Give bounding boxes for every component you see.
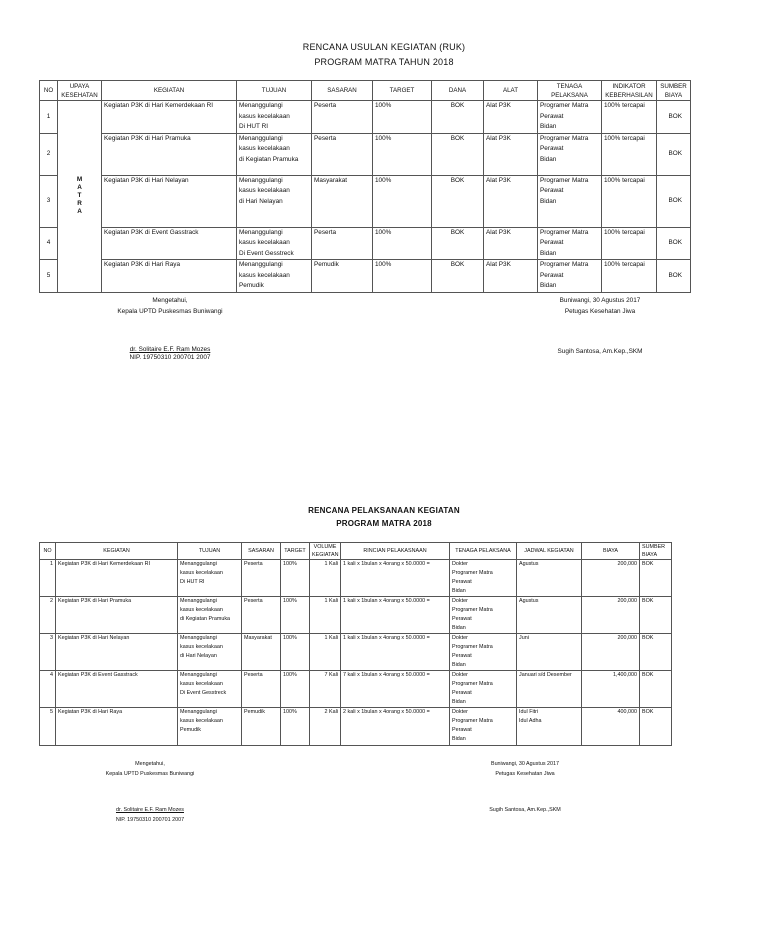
ruk-cell-target: 100%	[373, 227, 432, 260]
ruk-sign-right-name: Sugih Santosa, Am.Kep.,SKM	[557, 348, 643, 355]
ruk-cell-alat: Alat P3K	[484, 260, 538, 293]
ruk-cell-sasaran: Peserta	[312, 227, 373, 260]
ruk-cell-kegiatan: Kegiatan P3K di Event Gasstrack	[102, 227, 237, 260]
ruk-sign-left	[100, 295, 240, 317]
rpk-cell-sasaran: Peserta	[242, 560, 281, 597]
rpk-cell-tujuan: Menanggulangi kasus kecelakaan Di HUT RI	[178, 560, 242, 597]
rpk-sign-right-line1: Buniwangi, 30 Agustus 2017	[490, 761, 560, 767]
ruk-cell-dana: BOK	[432, 133, 484, 175]
ruk-title: RENCANA USULAN KEGIATAN (RUK)	[302, 42, 466, 52]
ruk-header-target: TARGET	[373, 81, 432, 101]
table-row	[40, 560, 672, 597]
ruk-header-sasaran: SASARAN	[312, 81, 373, 101]
rpk-cell-volume: 1 Kali	[310, 597, 341, 634]
rpk-sign-left-nip: NIP. 19750310 200701 2007	[115, 816, 185, 823]
rpk-header-volume: VOLUME KEGIATAN	[310, 543, 341, 560]
ruk-cell-tenaga: Programer Matra Perawat Bidan	[538, 101, 602, 134]
ruk-sign-left-name: dr. Solitaire E.F. Ram Mozes	[129, 346, 211, 353]
ruk-cell-no: 2	[40, 133, 58, 175]
ruk-header-kegiatan: KEGIATAN	[102, 81, 237, 101]
rpk-cell-volume: 1 Kali	[310, 560, 341, 597]
ruk-cell-tujuan: Menanggulangi kasus kecelakaan di Kegiatan Pramuka	[237, 133, 312, 175]
ruk-sign-left-nip: NIP. 19750310 200701 2007	[129, 354, 211, 361]
ruk-header-tenaga: TENAGA PELAKSANA	[538, 81, 602, 101]
ruk-cell-indikator: 100% tercapai	[602, 101, 657, 134]
rpk-cell-tenaga: Dokter Programer Matra Perawat Bidan	[450, 560, 517, 597]
rpk-header-target: TARGET	[281, 543, 310, 560]
rpk-cell-kegiatan: Kegiatan P3K di Hari Nelayan	[56, 634, 178, 671]
table-row	[40, 634, 672, 671]
ruk-cell-no: 3	[40, 175, 58, 227]
rpk-cell-sumber: BOK	[640, 597, 672, 634]
rpk-sign-left-line2: Kepala UPTD Puskesmas Buniwangi	[105, 770, 195, 777]
rpk-cell-sumber: BOK	[640, 634, 672, 671]
rpk-cell-rincian: 1 kali x 1bulan x 4orang x 50.0000 =	[341, 597, 450, 634]
rpk-cell-no: 1	[40, 560, 56, 597]
rpk-cell-jadwal: Agustus	[517, 597, 582, 634]
rpk-cell-no: 3	[40, 634, 56, 671]
rpk-cell-tujuan: Menanggulangi kasus kecelakaan di Kegiatan Pramuka	[178, 597, 242, 634]
rpk-cell-rincian: 2 kali x 1bulan x 4orang x 50.0000 =	[341, 708, 450, 746]
rpk-sign-right-line2: Petugas Kesehatan Jiwa	[495, 770, 555, 777]
ruk-cell-kegiatan: Kegiatan P3K di Hari Kemerdekaan RI	[102, 101, 237, 134]
ruk-cell-sumber: BOK	[657, 175, 691, 227]
ruk-sign-right-line1: Buniwangi, 30 Agustus 2017	[559, 297, 641, 304]
rpk-cell-kegiatan: Kegiatan P3K di Hari Raya	[56, 708, 178, 746]
rpk-sign-left-name: dr. Solitaire E.F. Ram Mozes	[115, 807, 184, 813]
ruk-cell-indikator: 100% tercapai	[602, 260, 657, 293]
rpk-cell-kegiatan: Kegiatan P3K di Hari Pramuka	[56, 597, 178, 634]
ruk-cell-indikator: 100% tercapai	[602, 133, 657, 175]
rpk-cell-biaya: 200,000	[582, 634, 640, 671]
rpk-cell-biaya: 200,000	[582, 597, 640, 634]
rpk-subtitle: PROGRAM MATRA 2018	[336, 519, 432, 528]
rpk-cell-rincian: 1 kali x 1bulan x 4orang x 50.0000 =	[341, 560, 450, 597]
ruk-cell-upaya-matra: M A T R A	[58, 101, 102, 293]
rpk-cell-kegiatan: Kegiatan P3K di Hari Kemerdekaan RI	[56, 560, 178, 597]
ruk-cell-indikator: 100% tercapai	[602, 175, 657, 227]
rpk-cell-volume: 2 Kali	[310, 708, 341, 746]
ruk-cell-tujuan: Menanggulangi kasus kecelakaan di Hari Nelayan	[237, 175, 312, 227]
ruk-cell-dana: BOK	[432, 260, 484, 293]
rpk-cell-tujuan: Menanggulangi kasus kecelakaan di Hari Nelayan	[178, 634, 242, 671]
ruk-cell-target: 100%	[373, 101, 432, 134]
rpk-header-sasaran: SASARAN	[242, 543, 281, 560]
ruk-cell-target: 100%	[373, 175, 432, 227]
ruk-cell-tujuan: Menanggulangi kasus kecelakaan Di Event Gesstreck	[237, 227, 312, 260]
rpk-cell-sasaran: Peserta	[242, 671, 281, 708]
ruk-cell-kegiatan: Kegiatan P3K di Hari Pramuka	[102, 133, 237, 175]
rpk-table	[39, 542, 672, 746]
ruk-cell-alat: Alat P3K	[484, 101, 538, 134]
rpk-header-tenaga: TENAGA PELAKSANA	[450, 543, 517, 560]
ruk-header-upaya: UPAYA KESEHATAN	[58, 81, 102, 101]
rpk-cell-biaya: 1,400,000	[582, 671, 640, 708]
rpk-sign-right	[455, 760, 595, 779]
rpk-cell-sumber: BOK	[640, 560, 672, 597]
ruk-cell-tenaga: Programer Matra Perawat Bidan	[538, 260, 602, 293]
rpk-header-biaya: BIAYA	[582, 543, 640, 560]
ruk-cell-sumber: BOK	[657, 260, 691, 293]
rpk-cell-no: 2	[40, 597, 56, 634]
ruk-header-dana: DANA	[432, 81, 484, 101]
ruk-subtitle: PROGRAM MATRA TAHUN 2018	[314, 57, 454, 67]
ruk-cell-dana: BOK	[432, 101, 484, 134]
rpk-sign-right-name: Sugih Santosa, Am.Kep.,SKM	[489, 807, 561, 813]
ruk-cell-sumber: BOK	[657, 101, 691, 134]
table-row	[40, 708, 672, 746]
rpk-cell-target: 100%	[281, 597, 310, 634]
ruk-cell-sumber: BOK	[657, 133, 691, 175]
table-row	[40, 597, 672, 634]
rpk-header-row	[40, 543, 672, 560]
rpk-cell-target: 100%	[281, 708, 310, 746]
table-row	[40, 227, 691, 260]
ruk-cell-dana: BOK	[432, 175, 484, 227]
rpk-header-tujuan: TUJUAN	[178, 543, 242, 560]
ruk-header-row	[40, 81, 691, 101]
ruk-cell-sasaran: Masyarakat	[312, 175, 373, 227]
ruk-cell-alat: Alat P3K	[484, 227, 538, 260]
rpk-cell-rincian: 1 kali x 1bulan x 4orang x 50.0000 =	[341, 634, 450, 671]
rpk-cell-tenaga: Dokter Programer Matra Perawat Bidan	[450, 671, 517, 708]
rpk-cell-sasaran: Masyarakat	[242, 634, 281, 671]
rpk-header-rincian: RINCIAN PELAKASNAAN	[341, 543, 450, 560]
rpk-sign-left	[80, 760, 220, 779]
rpk-cell-sasaran: Pemudik	[242, 708, 281, 746]
rpk-cell-sumber: BOK	[640, 708, 672, 746]
ruk-cell-sasaran: Pemudik	[312, 260, 373, 293]
rpk-header-jadwal: JADWAL KEGIATAN	[517, 543, 582, 560]
rpk-cell-volume: 7 Kali	[310, 671, 341, 708]
rpk-cell-jadwal: Idul Fitri Idul Adha	[517, 708, 582, 746]
ruk-cell-tenaga: Programer Matra Perawat Bidan	[538, 133, 602, 175]
ruk-cell-sasaran: Peserta	[312, 133, 373, 175]
rpk-cell-kegiatan: Kegiatan P3K di Event Gasstrack	[56, 671, 178, 708]
ruk-cell-kegiatan: Kegiatan P3K di Hari Nelayan	[102, 175, 237, 227]
rpk-title: RENCANA PELAKSANAAN KEGIATAN	[308, 506, 460, 515]
ruk-cell-alat: Alat P3K	[484, 133, 538, 175]
ruk-cell-dana: BOK	[432, 227, 484, 260]
ruk-cell-tenaga: Programer Matra Perawat Bidan	[538, 175, 602, 227]
rpk-cell-tenaga: Dokter Programer Matra Perawat Bidan	[450, 708, 517, 746]
ruk-cell-target: 100%	[373, 260, 432, 293]
ruk-sign-left-line1: Mengetahui,	[152, 297, 188, 304]
rpk-cell-biaya: 200,000	[582, 560, 640, 597]
rpk-cell-jadwal: Juni	[517, 634, 582, 671]
rpk-sign-left-line1: Mengetahui,	[135, 761, 165, 767]
ruk-sign-left-name-block	[100, 346, 240, 362]
ruk-header-sumber: SUMBER BIAYA	[657, 81, 691, 101]
ruk-cell-target: 100%	[373, 133, 432, 175]
ruk-cell-kegiatan: Kegiatan P3K di Hari Raya	[102, 260, 237, 293]
rpk-cell-tenaga: Dokter Programer Matra Perawat Bidan	[450, 634, 517, 671]
rpk-cell-target: 100%	[281, 634, 310, 671]
ruk-cell-no: 4	[40, 227, 58, 260]
rpk-header-no: NO	[40, 543, 56, 560]
rpk-cell-no: 5	[40, 708, 56, 746]
ruk-sign-left-line2: Kepala UPTD Puskesmas Buniwangi	[117, 308, 223, 315]
rpk-cell-tenaga: Dokter Programer Matra Perawat Bidan	[450, 597, 517, 634]
ruk-cell-tujuan: Menanggulangi kasus kecelakaan Pemudik	[237, 260, 312, 293]
ruk-sign-right	[530, 295, 670, 317]
rpk-cell-target: 100%	[281, 671, 310, 708]
ruk-header-no: NO	[40, 81, 58, 101]
ruk-table	[39, 80, 691, 293]
ruk-cell-alat: Alat P3K	[484, 175, 538, 227]
rpk-cell-volume: 1 Kali	[310, 634, 341, 671]
rpk-cell-sasaran: Peserta	[242, 597, 281, 634]
rpk-cell-rincian: 7 kali x 1bulan x 4orang x 50.0000 =	[341, 671, 450, 708]
rpk-cell-no: 4	[40, 671, 56, 708]
rpk-cell-tujuan: Menanggulangi kasus kecelakaan Pemudik	[178, 708, 242, 746]
table-row	[40, 101, 691, 134]
ruk-header-tujuan: TUJUAN	[237, 81, 312, 101]
table-row	[40, 260, 691, 293]
rpk-cell-target: 100%	[281, 560, 310, 597]
rpk-cell-jadwal: Januari s/d Desember	[517, 671, 582, 708]
rpk-cell-tujuan: Menanggulangi kasus kecelakaan Di Event Gesstreck	[178, 671, 242, 708]
rpk-cell-biaya: 400,000	[582, 708, 640, 746]
ruk-cell-tenaga: Programer Matra Perawat Bidan	[538, 227, 602, 260]
rpk-sign-left-name-block	[80, 806, 220, 825]
rpk-header-kegiatan: KEGIATAN	[56, 543, 178, 560]
table-row	[40, 133, 691, 175]
ruk-cell-sumber: BOK	[657, 227, 691, 260]
ruk-header-indikator: INDIKATOR KEBERHASILAN	[602, 81, 657, 101]
rpk-cell-sumber: BOK	[640, 671, 672, 708]
ruk-sign-right-line2: Petugas Kesehatan Jiwa	[564, 308, 636, 315]
ruk-cell-sasaran: Peserta	[312, 101, 373, 134]
ruk-cell-tujuan: Menanggulangi kasus kecelakaan Di HUT RI	[237, 101, 312, 134]
ruk-cell-no: 1	[40, 101, 58, 134]
table-row	[40, 175, 691, 227]
ruk-cell-no: 5	[40, 260, 58, 293]
rpk-cell-jadwal: Agustus	[517, 560, 582, 597]
ruk-cell-indikator: 100% tercapai	[602, 227, 657, 260]
table-row	[40, 671, 672, 708]
ruk-header-alat: ALAT	[484, 81, 538, 101]
rpk-header-sumber: SUMBER BIAYA	[640, 543, 672, 560]
